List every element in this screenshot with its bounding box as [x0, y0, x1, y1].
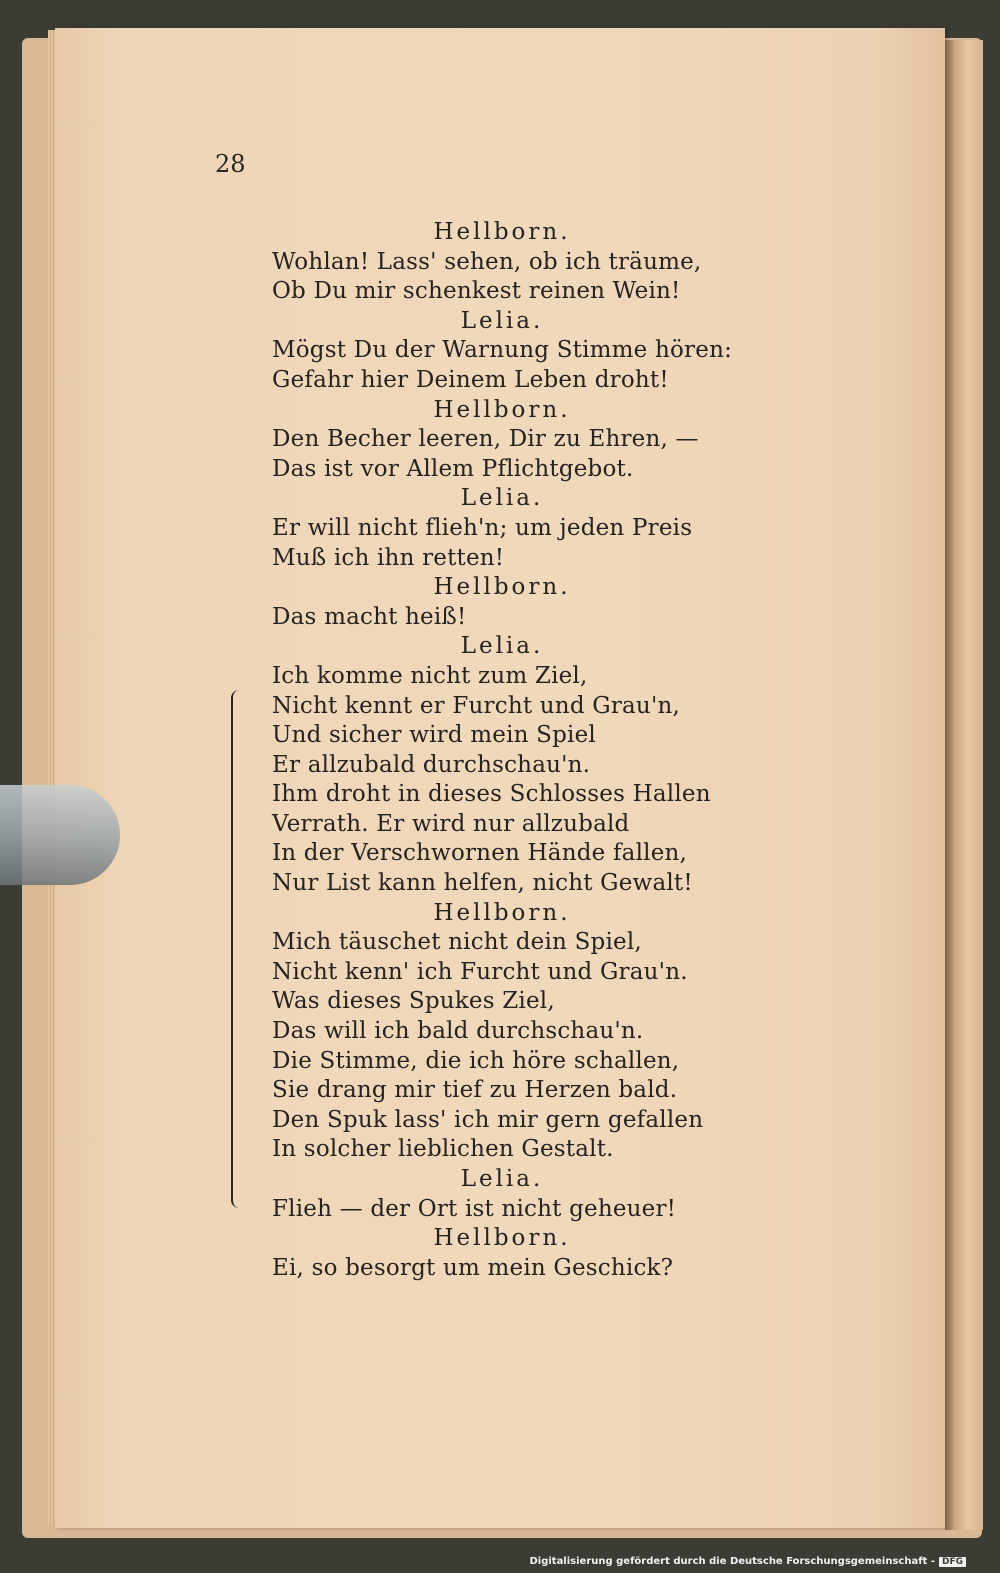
verse-line: Ei, so besorgt um mein Geschick?	[272, 1254, 674, 1281]
speaker-name: Lelia.	[460, 307, 544, 334]
verse-line: In solcher lieblichen Gestalt.	[272, 1136, 614, 1163]
speaker-name: Hellborn.	[433, 219, 571, 245]
verse-line: Mögst Du der Warnung Stimme hören:	[272, 337, 733, 364]
verse-line: Flieh — der Ort ist nicht geheuer!	[272, 1195, 677, 1222]
verse-line: Den Spuk lass' ich mir gern gefallen	[272, 1106, 704, 1133]
voice-bracket-hellborn	[231, 940, 245, 1208]
page-number: 28	[215, 150, 246, 178]
speaker-name: Lelia.	[460, 633, 544, 660]
verse-line: Mich täuschet nicht dein Spiel,	[272, 929, 642, 956]
next-page-edge	[945, 40, 983, 1530]
verse-line: Muß ich ihn retten!	[272, 544, 505, 571]
verse-line: Das ist vor Allem Pflichtgebot.	[272, 455, 634, 482]
libretto-text	[272, 218, 772, 1283]
speaker-name: Lelia.	[460, 1166, 544, 1192]
speaker-name: Hellborn.	[433, 574, 571, 601]
verse-line: Was dieses Spukes Ziel,	[272, 988, 555, 1015]
dfg-logo-icon: DFG	[939, 1557, 966, 1567]
footer-text: Digitalisierung gefördert durch die Deutsche Forschungsgemeinschaft -	[529, 1556, 935, 1567]
verse-line: Sie drang mir tief zu Herzen bald.	[272, 1077, 678, 1104]
verse-line: Nicht kenn' ich Furcht und Grau'n.	[272, 958, 688, 985]
verse-line: Nicht kennt er Furcht und Grau'n,	[272, 692, 680, 719]
verse-line: Ich komme nicht zum Ziel,	[272, 662, 588, 689]
verse-line: In der Verschwornen Hände fallen,	[272, 840, 688, 867]
verse-line: Das will ich bald durchschau'n.	[272, 1018, 644, 1045]
speaker-name: Lelia.	[460, 485, 544, 512]
speaker-name: Hellborn.	[433, 899, 571, 926]
verse-line: Er will nicht flieh'n; um jeden Preis	[272, 514, 693, 541]
verse-line: Er allzubald durchschau'n.	[272, 751, 591, 778]
scanner-thumb-shadow	[0, 785, 120, 885]
verse-line: Wohlan! Lass' sehen, ob ich träume,	[272, 248, 702, 275]
verse-line: Nur List kann helfen, nicht Gewalt!	[272, 870, 693, 897]
verse-line: Die Stimme, die ich höre schallen,	[272, 1047, 680, 1074]
voice-bracket-lelia	[231, 690, 245, 940]
verse-line: Verrath. Er wird nur allzubald	[272, 810, 630, 837]
verse-line: Gefahr hier Deinem Leben droht!	[272, 366, 669, 393]
speaker-name: Hellborn.	[433, 396, 571, 423]
verse-line: Den Becher leeren, Dir zu Ehren, —	[272, 426, 699, 453]
verse-line: Ob Du mir schenkest reinen Wein!	[272, 278, 681, 305]
digitization-footer	[529, 1556, 966, 1567]
speaker-name: Hellborn.	[433, 1225, 571, 1252]
verse-line: Und sicher wird mein Spiel	[272, 722, 596, 749]
verse-line: Das macht heiß!	[272, 603, 467, 630]
verse-line: Ihm droht in dieses Schlosses Hallen	[272, 781, 711, 808]
